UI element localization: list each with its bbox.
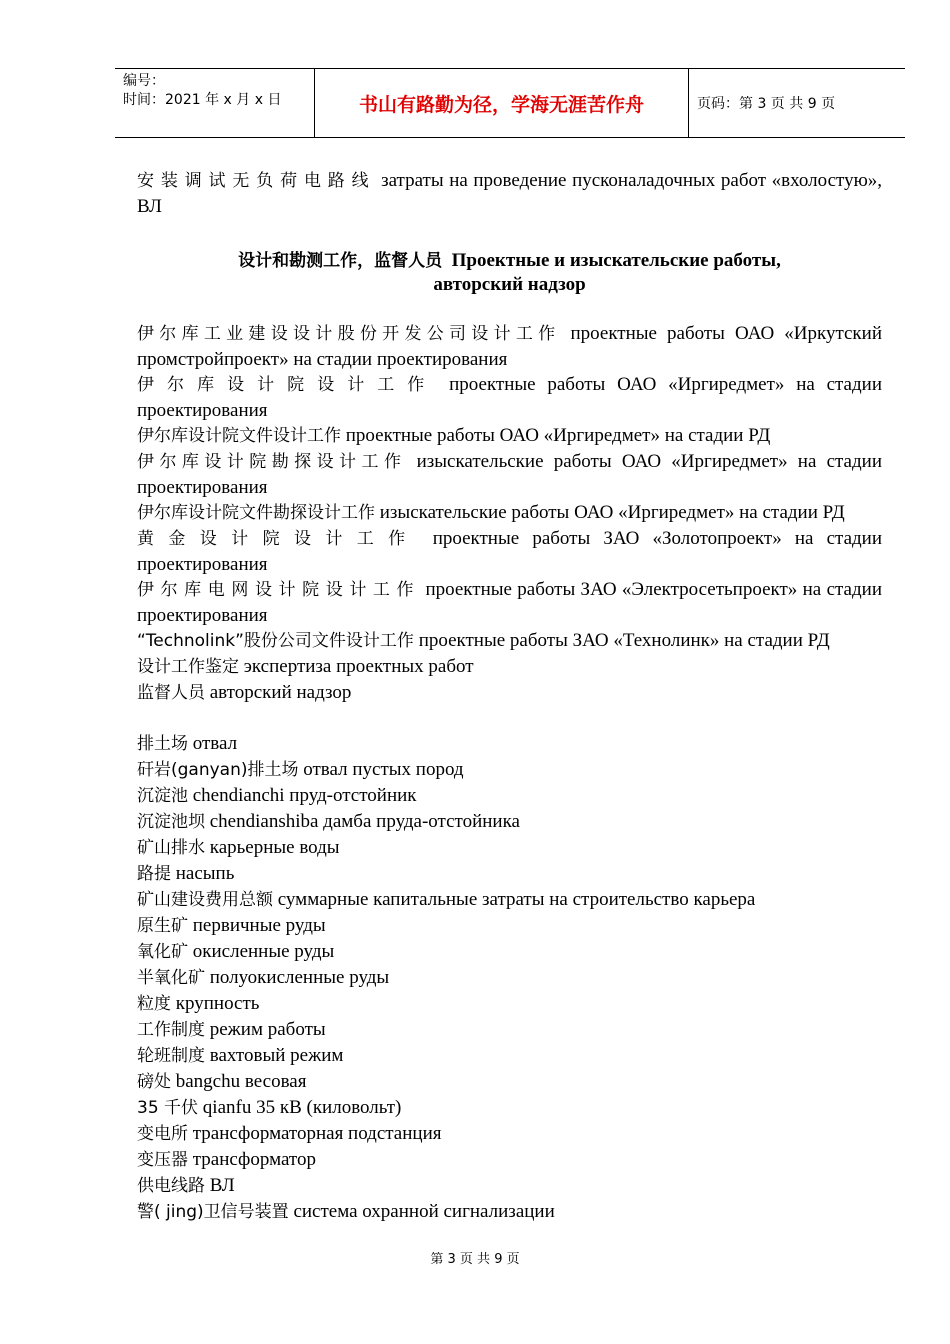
- design-entry-zh: 伊尔库设计院设计工作: [137, 375, 438, 395]
- design-entry: [137, 423, 882, 449]
- design-entries: [137, 321, 882, 706]
- design-entry-zh: 伊尔库工业建设设计股份开发公司设计工作: [137, 324, 561, 344]
- design-entry-zh: 黄金设计院设计工作: [137, 529, 420, 549]
- glossary-entry-ru: карьерные воды: [205, 837, 340, 858]
- glossary-entry-ru: ВЛ: [205, 1175, 235, 1196]
- glossary-entry-ru: насыпь: [171, 863, 235, 884]
- glossary-entry-ru: суммарные капитальные затраты на строительство карьера: [273, 889, 756, 910]
- design-entry-ru: проектные работы ОАО «Иргиредмет» на стадии РД: [341, 425, 771, 446]
- design-entry-zh: 伊尔库设计院勘探设计工作: [137, 452, 407, 472]
- glossary-entry: [137, 1173, 882, 1199]
- design-entry-ru: проектные работы ЗАО «Золотопроект» на стадии проектирования: [137, 528, 882, 575]
- glossary-entry-zh: 沉淀池坝: [137, 812, 205, 832]
- glossary-entry-zh: 矸岩(ganyan)排土场: [137, 760, 299, 780]
- header-left-cell: [115, 69, 315, 137]
- design-entry-ru: экспертиза проектных работ: [239, 656, 474, 677]
- glossary-entry: [137, 783, 882, 809]
- glossary-entry: [137, 861, 882, 887]
- glossary-entry-zh: 原生矿: [137, 916, 188, 936]
- design-entry: [137, 577, 882, 628]
- design-entry: [137, 526, 882, 577]
- design-entry-zh: 伊尔库电网设计院设计工作: [137, 580, 421, 600]
- page-footer: 第 3 页 共 9 页: [430, 1252, 520, 1267]
- glossary-entry: [137, 1017, 882, 1043]
- glossary-entry-zh: 矿山建设费用总额: [137, 890, 273, 910]
- glossary-entry-ru: система охранной сигнализации: [288, 1201, 555, 1222]
- section-heading: [137, 249, 882, 297]
- intro-ru: затраты на проведение пусконаладочных работ «вхолостую», ВЛ: [137, 170, 883, 217]
- design-entry-ru: авторский надзор: [205, 682, 352, 703]
- glossary-entry: [137, 965, 882, 991]
- glossary-entry-ru: окисленные руды: [188, 941, 335, 962]
- design-entry: [137, 628, 882, 654]
- glossary-entry: [137, 887, 882, 913]
- glossary-entry-zh: 磅处: [137, 1072, 171, 1092]
- design-entry-zh: 伊尔库设计院文件勘探设计工作: [137, 503, 375, 523]
- glossary-entry: [137, 757, 882, 783]
- design-entry-ru: изыскательские работы ОАО «Иргиредмет» на стадии проектирования: [137, 451, 882, 498]
- design-entry: [137, 654, 882, 680]
- glossary-entry-zh: 变压器: [137, 1150, 188, 1170]
- heading-zh: 设计和勘测工作，监督人员: [238, 251, 443, 271]
- design-entry-ru: проектные работы ОАО «Иргиредмет» на стадии проектирования: [137, 374, 882, 421]
- design-entry-zh: 监督人员: [137, 683, 205, 703]
- time-label: 时间：2021 年 x 月 x 日: [123, 92, 282, 108]
- glossary-entry: [137, 1199, 882, 1225]
- glossary-entry-zh: 路提: [137, 864, 171, 884]
- header-table: [115, 68, 905, 138]
- glossary-entry-zh: 轮班制度: [137, 1046, 205, 1066]
- glossary-entry-zh: 矿山排水: [137, 838, 205, 858]
- design-entry: [137, 449, 882, 500]
- design-entry-ru: проектные работы ЗАО «Технолинк» на стадии РД: [413, 630, 830, 651]
- glossary-entry: [137, 809, 882, 835]
- glossary-entry: [137, 835, 882, 861]
- design-entry: [137, 372, 882, 423]
- design-entry-zh: “Technolink”股份公司文件设计工作: [137, 631, 414, 651]
- design-entry-ru: изыскательские работы ОАО «Иргиредмет» на стадии РД: [375, 502, 845, 523]
- glossary-entry: [137, 1095, 882, 1121]
- glossary-entry-zh: 排土场: [137, 734, 188, 754]
- glossary-entry-ru: режим работы: [205, 1019, 326, 1040]
- glossary-entry: [137, 1121, 882, 1147]
- glossary-entry-zh: 35 千伏: [137, 1098, 199, 1118]
- glossary-entry-ru: отвал пустых пород: [298, 759, 464, 780]
- glossary-entry-zh: 氧化矿: [137, 942, 188, 962]
- glossary-entry-ru: отвал: [188, 733, 238, 754]
- design-entry: [137, 500, 882, 526]
- heading-ru-line1: Проектные и изыскательские работы,: [451, 250, 781, 271]
- glossary-entry: [137, 939, 882, 965]
- document-body: [137, 168, 882, 1225]
- number-label: 编号：: [123, 73, 165, 89]
- glossary-entry-zh: 供电线路: [137, 1176, 205, 1196]
- heading-ru-line2: авторский надзор: [433, 274, 586, 295]
- glossary-entry: [137, 991, 882, 1017]
- glossary-entry-ru: chendianshiba дамба пруда-отстойника: [205, 811, 520, 832]
- glossary-entry-zh: 半氧化矿: [137, 968, 205, 988]
- glossary-entry-zh: 工作制度: [137, 1020, 205, 1040]
- glossary-entry: [137, 1043, 882, 1069]
- glossary-entry-ru: qianfu 35 кВ (киловольт): [198, 1097, 402, 1118]
- glossary-entry-zh: 粒度: [137, 994, 171, 1014]
- design-entry-ru: проектные работы ОАО «Иркутский промстройпроект» на стадии проектирования: [137, 323, 882, 370]
- header-page-label: 页码：第 3 页 共 9 页: [697, 96, 836, 112]
- design-entry: [137, 321, 882, 372]
- intro-zh: 安装调试无负荷电路线: [137, 171, 376, 191]
- glossary-entry-ru: chendianchi пруд-отстойник: [188, 785, 417, 806]
- glossary-entry-ru: крупность: [171, 993, 260, 1014]
- glossary-entry-zh: 警( jing)卫信号装置: [137, 1202, 289, 1222]
- glossary-list: [137, 731, 882, 1225]
- glossary-entry-ru: bangchu весовая: [171, 1071, 307, 1092]
- glossary-entry: [137, 913, 882, 939]
- design-entry-zh: 伊尔库设计院文件设计工作: [137, 426, 341, 446]
- header-motto: 书山有路勤为径，学海无涯苦作舟: [315, 69, 689, 137]
- glossary-entry: [137, 731, 882, 757]
- glossary-entry: [137, 1069, 882, 1095]
- glossary-entry-ru: первичные руды: [188, 915, 326, 936]
- glossary-entry-ru: трансформаторная подстанция: [188, 1123, 442, 1144]
- design-entry-ru: проектные работы ЗАО «Электросетьпроект» на стадии проектирования: [137, 579, 882, 626]
- glossary-entry-ru: вахтовый режим: [205, 1045, 344, 1066]
- glossary-entry-zh: 变电所: [137, 1124, 188, 1144]
- glossary-entry-ru: трансформатор: [188, 1149, 316, 1170]
- glossary-entry: [137, 1147, 882, 1173]
- design-entry: [137, 680, 882, 706]
- glossary-entry-ru: полуокисленные руды: [205, 967, 390, 988]
- intro-paragraph: [137, 168, 882, 219]
- glossary-entry-zh: 沉淀池: [137, 786, 188, 806]
- design-entry-zh: 设计工作鉴定: [137, 657, 239, 677]
